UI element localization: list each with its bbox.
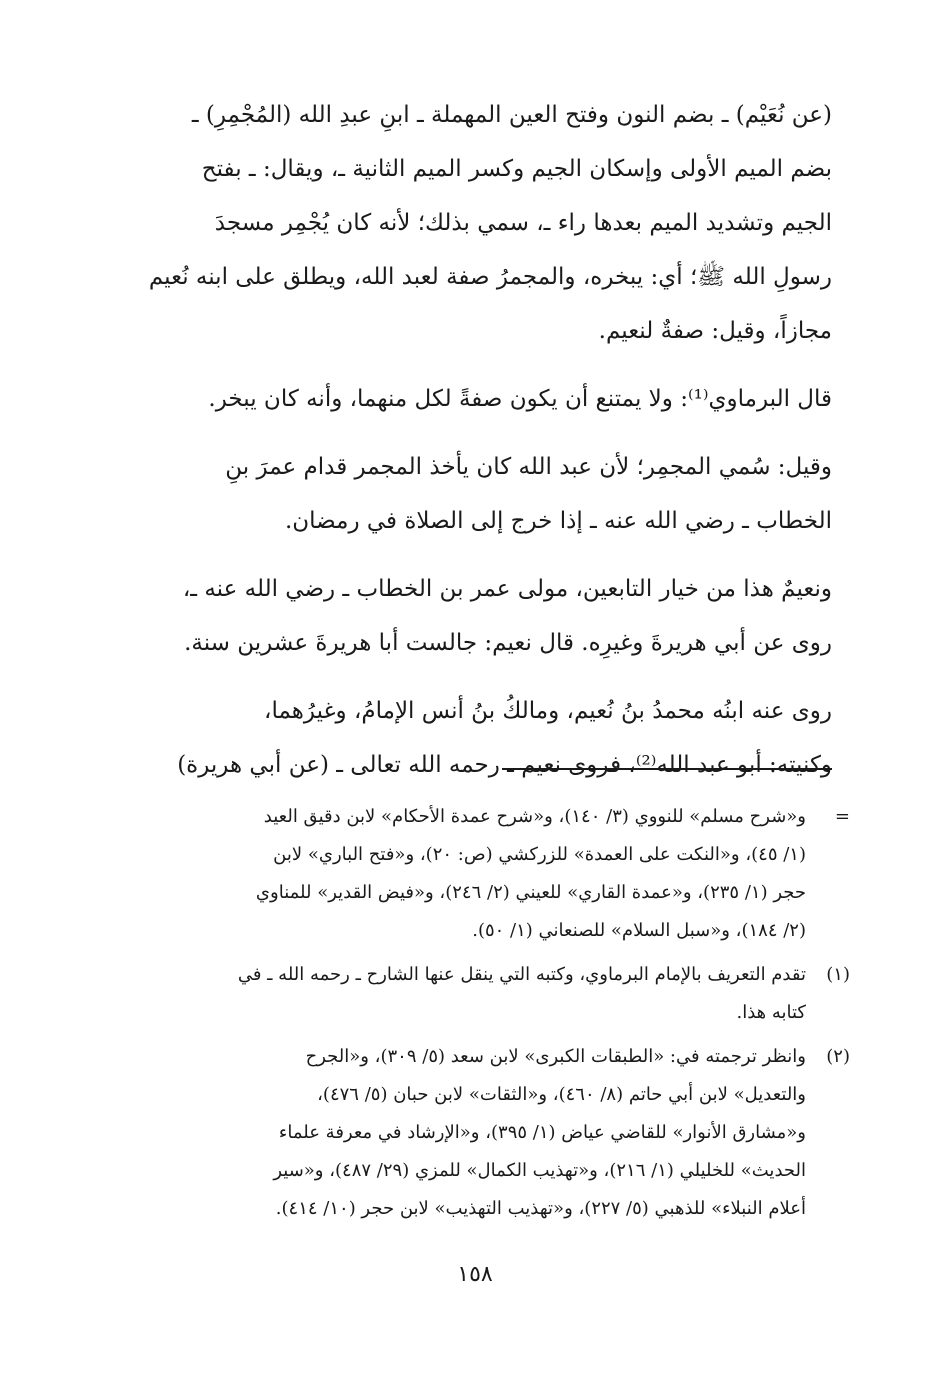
footnote-line: وانظر ترجمته في: «الطبقات الكبرى» لابن سعد (٥/ ٣٠٩)، و«الجرح (305, 1046, 806, 1067)
footnote-mark: (٢) (826, 1046, 850, 1067)
footnote-line: (٢/ ١٨٤)، و«سبل السلام» للصنعاني (١/ ٥٠). (472, 920, 806, 941)
footnote-line: كتابه هذا. (736, 1002, 806, 1023)
footnote-body (120, 1038, 806, 1228)
text-line: (عن نُعَيْم) ـ بضم النون وفتح العين المهملة ـ ابنِ عبدِ الله (المُجْمِرِ) ـ (191, 102, 832, 128)
footnote-1 (120, 956, 850, 1032)
page-number: ١٥٨ (457, 1262, 493, 1287)
footnote-line: و«مشارق الأنوار» للقاضي عياض (١/ ٣٩٥)، و«الإرشاد في معرفة علماء (278, 1122, 806, 1143)
footnote-line: تقدم التعريف بالإمام البرماوي، وكتبه التي ينقل عنها الشارح ـ رحمه الله ـ في (237, 964, 806, 985)
text-line: مجازاً، وقيل: صفةٌ لنعيم. (598, 318, 832, 344)
text-line: الجيم وتشديد الميم بعدها راء ـ، سمي بذلك؛ لأنه كان يُجْمِر مسجدَ (214, 210, 832, 236)
paragraph-4 (120, 562, 832, 670)
text-line: قال البرماوي⁽¹⁾: ولا يمتنع أن يكون صفةً لكل منهما، وأنه كان يبخر. (208, 386, 832, 412)
footnote-continued (120, 798, 850, 950)
paragraph-1 (120, 88, 832, 358)
footnote-divider (502, 768, 832, 770)
text-line: وقيل: سُمي المجمِر؛ لأن عبد الله كان يأخذ المجمر قدام عمرَ بنِ (225, 454, 832, 480)
footnote-mark: = (834, 806, 850, 827)
footnote-line: و«شرح مسلم» للنووي (٣/ ١٤٠)، و«شرح عمدة الأحكام» لابن دقيق العيد (263, 806, 806, 827)
footnote-line: حجر (١/ ٢٣٥)، و«عمدة القاري» للعيني (٢/ ٢٤٦)، و«فيض القدير» للمناوي (255, 882, 806, 903)
text-line: وكنيته: أبو عبد الله⁽²⁾، فروى نعيم ـ رحمه الله تعالى ـ (عن أبي هريرة) (177, 752, 832, 778)
paragraph-5 (120, 684, 832, 792)
text-line: روى عن أبي هريرةَ وغيرِه. قال نعيم: جالست أبا هريرةَ عشرين سنة. (184, 630, 832, 656)
footnote-body (120, 956, 806, 1032)
footnote-mark: (١) (826, 964, 850, 985)
text-line: روى عنه ابنُه محمدُ بنُ نُعيم، ومالكُ بنُ أنس الإمامُ، وغيرُهما، (264, 698, 832, 724)
text-line: رسولِ الله ﷺ؛ أي: يبخره، والمجمرُ صفة لعبد الله، ويطلق على ابنه نُعيم (148, 264, 832, 290)
footnote-2 (120, 1038, 850, 1228)
text-line: الخطاب ـ رضي الله عنه ـ إذا خرج إلى الصلاة في رمضان. (284, 508, 832, 534)
text-line: ونعيمٌ هذا من خيار التابعين، مولى عمر بن الخطاب ـ رضي الله عنه ـ، (182, 576, 832, 602)
footnote-line: أعلام النبلاء» للذهبي (٥/ ٢٢٧)، و«تهذيب التهذيب» لابن حجر (١٠/ ٤١٤). (275, 1198, 806, 1219)
paragraph-2 (120, 372, 832, 426)
footnotes (120, 798, 850, 1234)
footnote-line: والتعديل» لابن أبي حاتم (٨/ ٤٦٠)، و«الثقات» لابن حبان (٥/ ٤٧٦)، (317, 1084, 806, 1105)
main-text (120, 88, 832, 806)
footnote-line: الحديث» للخليلي (١/ ٢١٦)، و«تهذيب الكمال» للمزي (٢٩/ ٤٨٧)، و«سير (273, 1160, 806, 1181)
text-line: بضم الميم الأولى وإسكان الجيم وكسر الميم الثانية ـ، ويقال: ـ بفتح (201, 156, 832, 182)
footnote-line: (١/ ٤٥)، و«النكت على العمدة» للزركشي (ص: ٢٠)، و«فتح الباري» لابن (273, 844, 806, 865)
paragraph-3 (120, 440, 832, 548)
footnote-body (120, 798, 806, 950)
